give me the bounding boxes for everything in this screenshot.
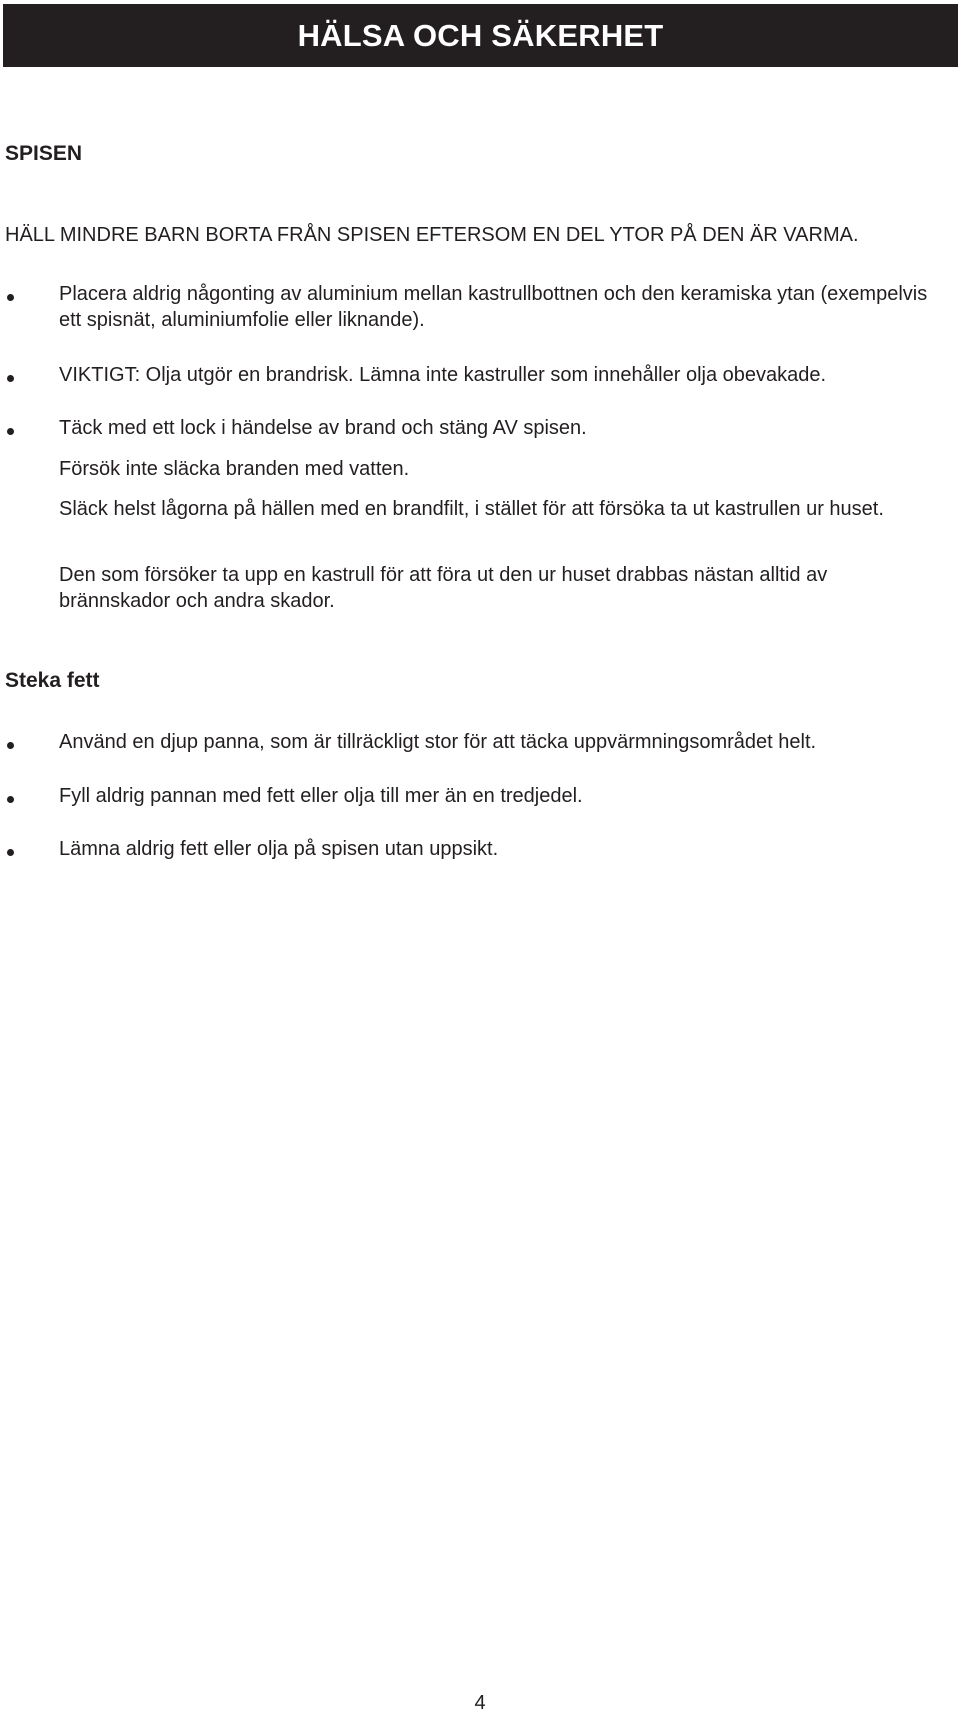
list-item-text: Täck med ett lock i händelse av brand och stäng AV spisen. <box>59 417 587 439</box>
page-title: HÄLSA OCH SÄKERHET <box>297 17 664 53</box>
spisen-intro-warning: HÄLL MINDRE BARN BORTA FRÅN SPISEN EFTERSOM EN DEL YTOR PÅ DEN ÄR VARMA. <box>5 224 859 246</box>
list-item-text: Fyll aldrig pannan med fett eller olja till mer än en tredjedel. <box>59 785 583 807</box>
bullet-icon <box>7 742 14 749</box>
list-item-text: Använd en djup panna, som är tillräckligt stor för att täcka uppvärmningsområdet helt. <box>59 731 817 753</box>
page-number: 4 <box>474 1692 486 1714</box>
section-heading-steka-fett: Steka fett <box>5 669 100 692</box>
bullet-icon <box>7 428 14 435</box>
title-bar <box>3 4 958 67</box>
list-item-text: Släck helst lågorna på hällen med en brandfilt, i stället för att försöka ta ut kastrullen ur huset. <box>59 498 884 520</box>
bullet-icon <box>7 849 14 856</box>
list-item-text: Den som försöker ta upp en kastrull för att föra ut den ur huset drabbas nästan alltid av brännskador och andra skador. <box>59 564 828 612</box>
list-item-text: Placera aldrig någonting av aluminium mellan kastrullbottnen och den keramiska ytan (exempelvis ett spisnät, aluminiumfolie eller liknande). <box>59 283 928 331</box>
section-heading-spisen: SPISEN <box>5 142 83 165</box>
bullet-icon <box>7 294 14 301</box>
list-item-text: Försök inte släcka branden med vatten. <box>59 458 410 480</box>
list-item-text: VIKTIGT: Olja utgör en brandrisk. Lämna inte kastruller som innehåller olja obevakade. <box>59 364 827 386</box>
list-item-text: Lämna aldrig fett eller olja på spisen utan uppsikt. <box>59 838 499 860</box>
bullet-icon <box>7 375 14 382</box>
bullet-icon <box>7 796 14 803</box>
